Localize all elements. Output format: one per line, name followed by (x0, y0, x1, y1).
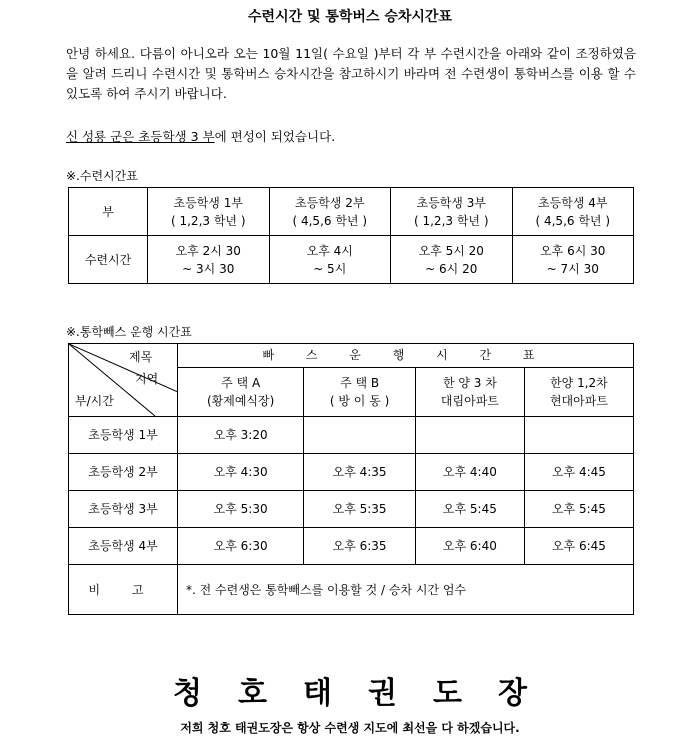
time-cell: 오후 4:40 (415, 454, 524, 491)
table-row (69, 344, 634, 368)
time-cell (304, 417, 416, 454)
group-grades: ( 1,2,3 학년 ) (413, 213, 489, 228)
time-cell: 오후 6:35 (304, 528, 416, 565)
time-cell (512, 236, 634, 284)
group-name: 초등학생 3부 (416, 195, 486, 210)
time-end: ~ 6시 20 (425, 261, 478, 276)
group-grades: ( 4,5,6 학년 ) (535, 213, 611, 228)
group-header (269, 188, 391, 236)
area-line1: 한양 1,2차 (550, 375, 608, 390)
group-grades: ( 1,2,3 학년 ) (170, 213, 246, 228)
time-start: 오후 6시 30 (540, 243, 606, 258)
table-row (69, 188, 634, 236)
group-header (391, 188, 513, 236)
time-cell: 오후 5:30 (178, 491, 304, 528)
corner-mid: 지역 (135, 372, 159, 386)
table-row (69, 236, 634, 284)
notice-rest: 에 편성이 되었습니다. (214, 129, 336, 144)
table-row (69, 565, 634, 615)
time-cell: 오후 6:30 (178, 528, 304, 565)
time-end: ~ 7시 30 (546, 261, 599, 276)
area-line2: ( 방 이 동 ) (329, 393, 390, 408)
area-header (304, 367, 416, 416)
row-label: 초등학생 1부 (69, 417, 178, 454)
area-line2: (황제예식장) (206, 393, 275, 408)
remark-text: *. 전 수련생은 통학빼스를 이용할 것 / 승차 시간 엄수 (178, 565, 634, 615)
group-name: 초등학생 2부 (295, 195, 365, 210)
row-label: 초등학생 3부 (69, 491, 178, 528)
row-label: 수련시간 (69, 236, 148, 284)
time-cell: 오후 5:45 (415, 491, 524, 528)
time-cell (391, 236, 513, 284)
area-header (415, 367, 524, 416)
area-line2: 현대아파트 (549, 393, 608, 408)
group-name: 초등학생 1부 (173, 195, 243, 210)
time-cell: 오후 6:40 (415, 528, 524, 565)
area-header (524, 367, 633, 416)
corner-cell: 부 (69, 188, 148, 236)
time-cell: 오후 4:35 (304, 454, 416, 491)
time-cell: 오후 5:35 (304, 491, 416, 528)
table-row (69, 417, 634, 454)
time-cell (148, 236, 270, 284)
school-name: 청호태권도장 (173, 676, 563, 711)
training-schedule-label: ※.수련시간표 (66, 169, 138, 183)
area-line1: 주 택 B (340, 375, 380, 390)
group-name: 초등학생 4부 (538, 195, 608, 210)
table-row (69, 491, 634, 528)
time-start: 오후 4시 (306, 243, 353, 258)
training-schedule-table (68, 187, 634, 284)
time-cell (269, 236, 391, 284)
intro-paragraph: 안녕 하세요. 다름이 아니오라 오는 10월 11일( 수요일 )부터 각 부 수련시간을 아래와 같이 조정하였음을 알려 드리니 수련시간 및 통학버스 승차시간을 참고하시기 바라며 전 수련생이 통학버스를 이용 할 수 있도록 하여 주시기 바랍니다. (66, 46, 636, 101)
time-cell: 오후 4:30 (178, 454, 304, 491)
corner-top: 제목 (129, 350, 153, 364)
time-start: 오후 5시 20 (418, 243, 484, 258)
area-line1: 한 양 3 차 (442, 375, 497, 390)
school-slogan: 저희 청호 태권도장은 항상 수련생 지도에 최선을 다 하겠습니다. (180, 721, 520, 735)
time-end: ~ 5시 (313, 261, 347, 276)
corner-bottom: 부/시간 (75, 394, 114, 408)
remark-label: 비 고 (69, 565, 178, 615)
bus-schedule-table (68, 343, 634, 615)
time-cell: 오후 6:45 (524, 528, 633, 565)
group-grades: ( 4,5,6 학년 ) (292, 213, 368, 228)
group-header (512, 188, 634, 236)
time-cell: 오후 5:45 (524, 491, 633, 528)
time-cell: 오후 4:45 (524, 454, 633, 491)
table-row (69, 454, 634, 491)
area-header (178, 367, 304, 416)
bus-schedule-label: ※.통학빼스 운행 시간표 (66, 325, 192, 339)
area-line1: 주 택 A (221, 375, 261, 390)
notice-underlined: 신 성룡 군은 초등학생 3 부 (66, 129, 215, 144)
diagonal-header-cell (69, 344, 178, 417)
area-line2: 대림아파트 (440, 393, 499, 408)
assignment-notice (66, 127, 335, 145)
time-cell (524, 417, 633, 454)
table-row (69, 528, 634, 565)
page-title: 수련시간 및 통학버스 승차시간표 (248, 9, 452, 25)
time-end: ~ 3시 30 (182, 261, 235, 276)
time-start: 오후 2시 30 (175, 243, 241, 258)
row-label: 초등학생 4부 (69, 528, 178, 565)
row-label: 초등학생 2부 (69, 454, 178, 491)
time-cell (415, 417, 524, 454)
schedule-heading: 빠 스 운 행 시 간 표 (178, 344, 634, 368)
time-cell: 오후 3:20 (178, 417, 304, 454)
group-header (148, 188, 270, 236)
